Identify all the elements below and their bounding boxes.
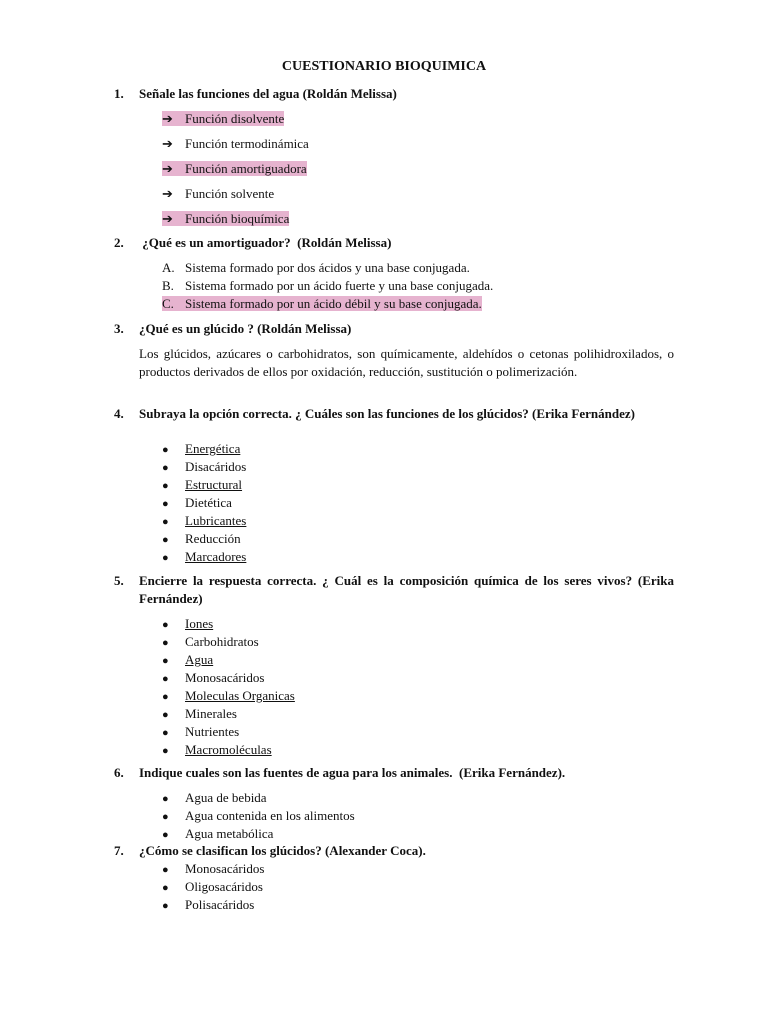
bullet-icon: ● bbox=[162, 673, 169, 685]
question-4 bbox=[114, 405, 674, 423]
bullet-icon: ● bbox=[162, 516, 169, 528]
list-item: ● Reducción bbox=[162, 530, 246, 548]
list-item: ● Agua de bebida bbox=[162, 789, 355, 807]
q5-options bbox=[162, 615, 295, 759]
list-item: ➔ Función disolvente bbox=[162, 111, 285, 126]
list-item: ➔ Función amortiguadora bbox=[162, 161, 307, 176]
question-number: 7. bbox=[114, 843, 124, 858]
bullet-icon: ● bbox=[162, 498, 169, 510]
q4-options bbox=[162, 440, 246, 566]
question-number: 3. bbox=[114, 321, 124, 336]
question-text: Encierre la respuesta correcta. ¿ Cuál es la composición química de los seres vivos? (Erika Fernández) bbox=[139, 573, 674, 606]
list-item: ● Dietética bbox=[162, 494, 246, 512]
list-item: ● Agua contenida en los alimentos bbox=[162, 807, 355, 825]
arrow-icon: ➔ bbox=[162, 136, 173, 151]
question-number: 4. bbox=[114, 406, 124, 421]
arrow-icon: ➔ bbox=[162, 111, 173, 126]
list-item: ● Agua bbox=[162, 651, 295, 669]
bullet-icon: ● bbox=[162, 709, 169, 721]
option-item: B. Sistema formado por un ácido fuerte y una base conjugada. bbox=[162, 278, 494, 293]
list-item: ● Oligosacáridos bbox=[162, 878, 264, 896]
q1-answer-list bbox=[162, 110, 309, 235]
list-item: ● Agua metabólica bbox=[162, 825, 355, 843]
question-5 bbox=[114, 572, 674, 608]
bullet-icon: ● bbox=[162, 793, 169, 805]
q2-options bbox=[162, 259, 493, 313]
question-7 bbox=[114, 842, 674, 860]
list-item: ● Nutrientes bbox=[162, 723, 295, 741]
bullet-icon: ● bbox=[162, 462, 169, 474]
bullet-icon: ● bbox=[162, 619, 169, 631]
arrow-icon: ➔ bbox=[162, 211, 173, 226]
q6-list bbox=[162, 789, 355, 843]
bullet-icon: ● bbox=[162, 882, 169, 894]
list-item: ➔ Función bioquímica bbox=[162, 211, 290, 226]
question-3 bbox=[114, 320, 674, 338]
bullet-icon: ● bbox=[162, 655, 169, 667]
arrow-icon: ➔ bbox=[162, 161, 173, 176]
bullet-icon: ● bbox=[162, 829, 169, 841]
bullet-icon: ● bbox=[162, 444, 169, 456]
question-text: ¿Qué es un glúcido ? (Roldán Melissa) bbox=[139, 321, 352, 336]
question-text: ¿Cómo se clasifican los glúcidos? (Alexander Coca). bbox=[139, 843, 426, 858]
list-item: ● Monosacáridos bbox=[162, 860, 264, 878]
bullet-icon: ● bbox=[162, 552, 169, 564]
list-item: ● Iones bbox=[162, 615, 295, 633]
list-item: ● Moleculas Organicas bbox=[162, 687, 295, 705]
question-text: ¿Qué es un amortiguador? (Roldán Melissa) bbox=[139, 235, 392, 250]
list-item: ➔ Función solvente bbox=[162, 186, 275, 201]
list-item: ● Disacáridos bbox=[162, 458, 246, 476]
question-6 bbox=[114, 764, 674, 782]
list-item: ● Carbohidratos bbox=[162, 633, 295, 651]
bullet-icon: ● bbox=[162, 534, 169, 546]
question-2 bbox=[114, 234, 674, 252]
question-number: 2. bbox=[114, 235, 124, 250]
bullet-icon: ● bbox=[162, 811, 169, 823]
question-1 bbox=[114, 85, 674, 103]
question-text: Subraya la opción correcta. ¿ Cuáles son las funciones de los glúcidos? (Erika Fernández) bbox=[139, 406, 635, 421]
list-item: ● Energética bbox=[162, 440, 246, 458]
bullet-icon: ● bbox=[162, 745, 169, 757]
list-item: ● Marcadores bbox=[162, 548, 246, 566]
list-item: ● Polisacáridos bbox=[162, 896, 264, 914]
list-item: ● Minerales bbox=[162, 705, 295, 723]
list-item: ● Lubricantes bbox=[162, 512, 246, 530]
bullet-icon: ● bbox=[162, 864, 169, 876]
option-item: C. Sistema formado por un ácido débil y su base conjugada. bbox=[162, 296, 482, 311]
list-item: ● Estructural bbox=[162, 476, 246, 494]
question-number: 5. bbox=[114, 573, 124, 588]
list-item: ● Monosacáridos bbox=[162, 669, 295, 687]
question-number: 1. bbox=[114, 86, 124, 101]
bullet-icon: ● bbox=[162, 900, 169, 912]
q3-answer-paragraph: Los glúcidos, azúcares o carbohidratos, son químicamente, aldehídos o cetonas polihidroxilados, o productos derivados de ellos por oxidación, reducción, sustitución o polimerización. bbox=[139, 346, 674, 379]
bullet-icon: ● bbox=[162, 691, 169, 703]
bullet-icon: ● bbox=[162, 637, 169, 649]
question-text: Indique cuales son las fuentes de agua para los animales. (Erika Fernández). bbox=[139, 765, 566, 780]
arrow-icon: ➔ bbox=[162, 186, 173, 201]
list-item: ➔ Función termodinámica bbox=[162, 136, 309, 151]
bullet-icon: ● bbox=[162, 727, 169, 739]
option-item: A. Sistema formado por dos ácidos y una base conjugada. bbox=[162, 260, 470, 275]
q7-list bbox=[162, 860, 264, 914]
question-text: Señale las funciones del agua (Roldán Melissa) bbox=[139, 86, 397, 101]
page-title: CUESTIONARIO BIOQUIMICA bbox=[281, 59, 487, 74]
list-item: ● Macromoléculas bbox=[162, 741, 295, 759]
bullet-icon: ● bbox=[162, 480, 169, 492]
question-number: 6. bbox=[114, 765, 124, 780]
